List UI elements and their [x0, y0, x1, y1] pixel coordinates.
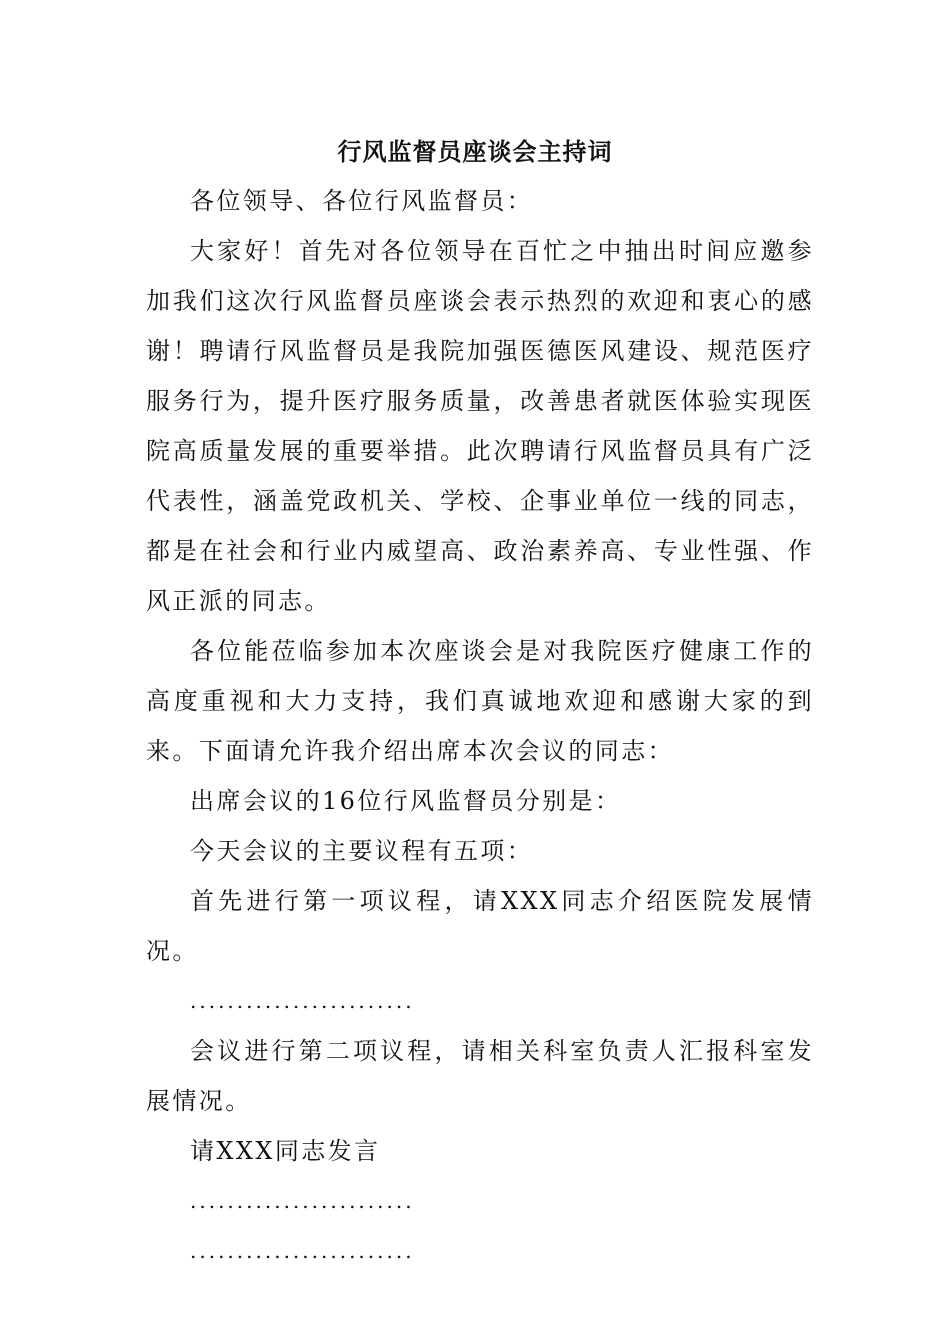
appreciation-paragraph: 各位能莅临参加本次座谈会是对我院医疗健康工作的高度重视和大力支持，我们真诚地欢迎和感谢大家的到来。下面请允许我介绍出席本次会议的同志： — [146, 637, 814, 765]
attendees-paragraph: 出席会议的16位行风监督员分别是： — [190, 787, 622, 815]
speaker-paragraph: 请XXX同志发言 — [190, 1137, 381, 1165]
agenda-intro-paragraph: 今天会议的主要议程有五项： — [190, 837, 534, 865]
welcome-paragraph: 大家好！首先对各位领导在百忙之中抽出时间应邀参加我们这次行风监督员座谈会表示热烈的欢迎和衷心的感谢！聘请行风监督员是我院加强医德医风建设、规范医疗服务行为，提升医疗服务质量，改善患者就医体验实现医院高质量发展的重要举措。此次聘请行风监督员具有广泛代表性，涵盖党政机关、学校、企事业单位一线的同志，都是在社会和行业内威望高、政治素养高、专业性强、作风正派的同志。 — [146, 237, 814, 615]
salutation-paragraph: 各位领导、各位行风监督员： — [190, 187, 534, 215]
agenda-item-1-paragraph: 首先进行第一项议程，请XXX同志介绍医院发展情况。 — [146, 887, 814, 965]
agenda-item-2-paragraph: 会议进行第二项议程，请相关科室负责人汇报科室发展情况。 — [146, 1037, 814, 1115]
ellipsis-line: ........................ — [190, 1239, 415, 1263]
document-title: 行风监督员座谈会主持词 — [337, 137, 613, 166]
ellipsis-line: ........................ — [190, 989, 415, 1013]
ellipsis-line: ........................ — [190, 1189, 415, 1213]
document-body — [146, 176, 814, 1276]
